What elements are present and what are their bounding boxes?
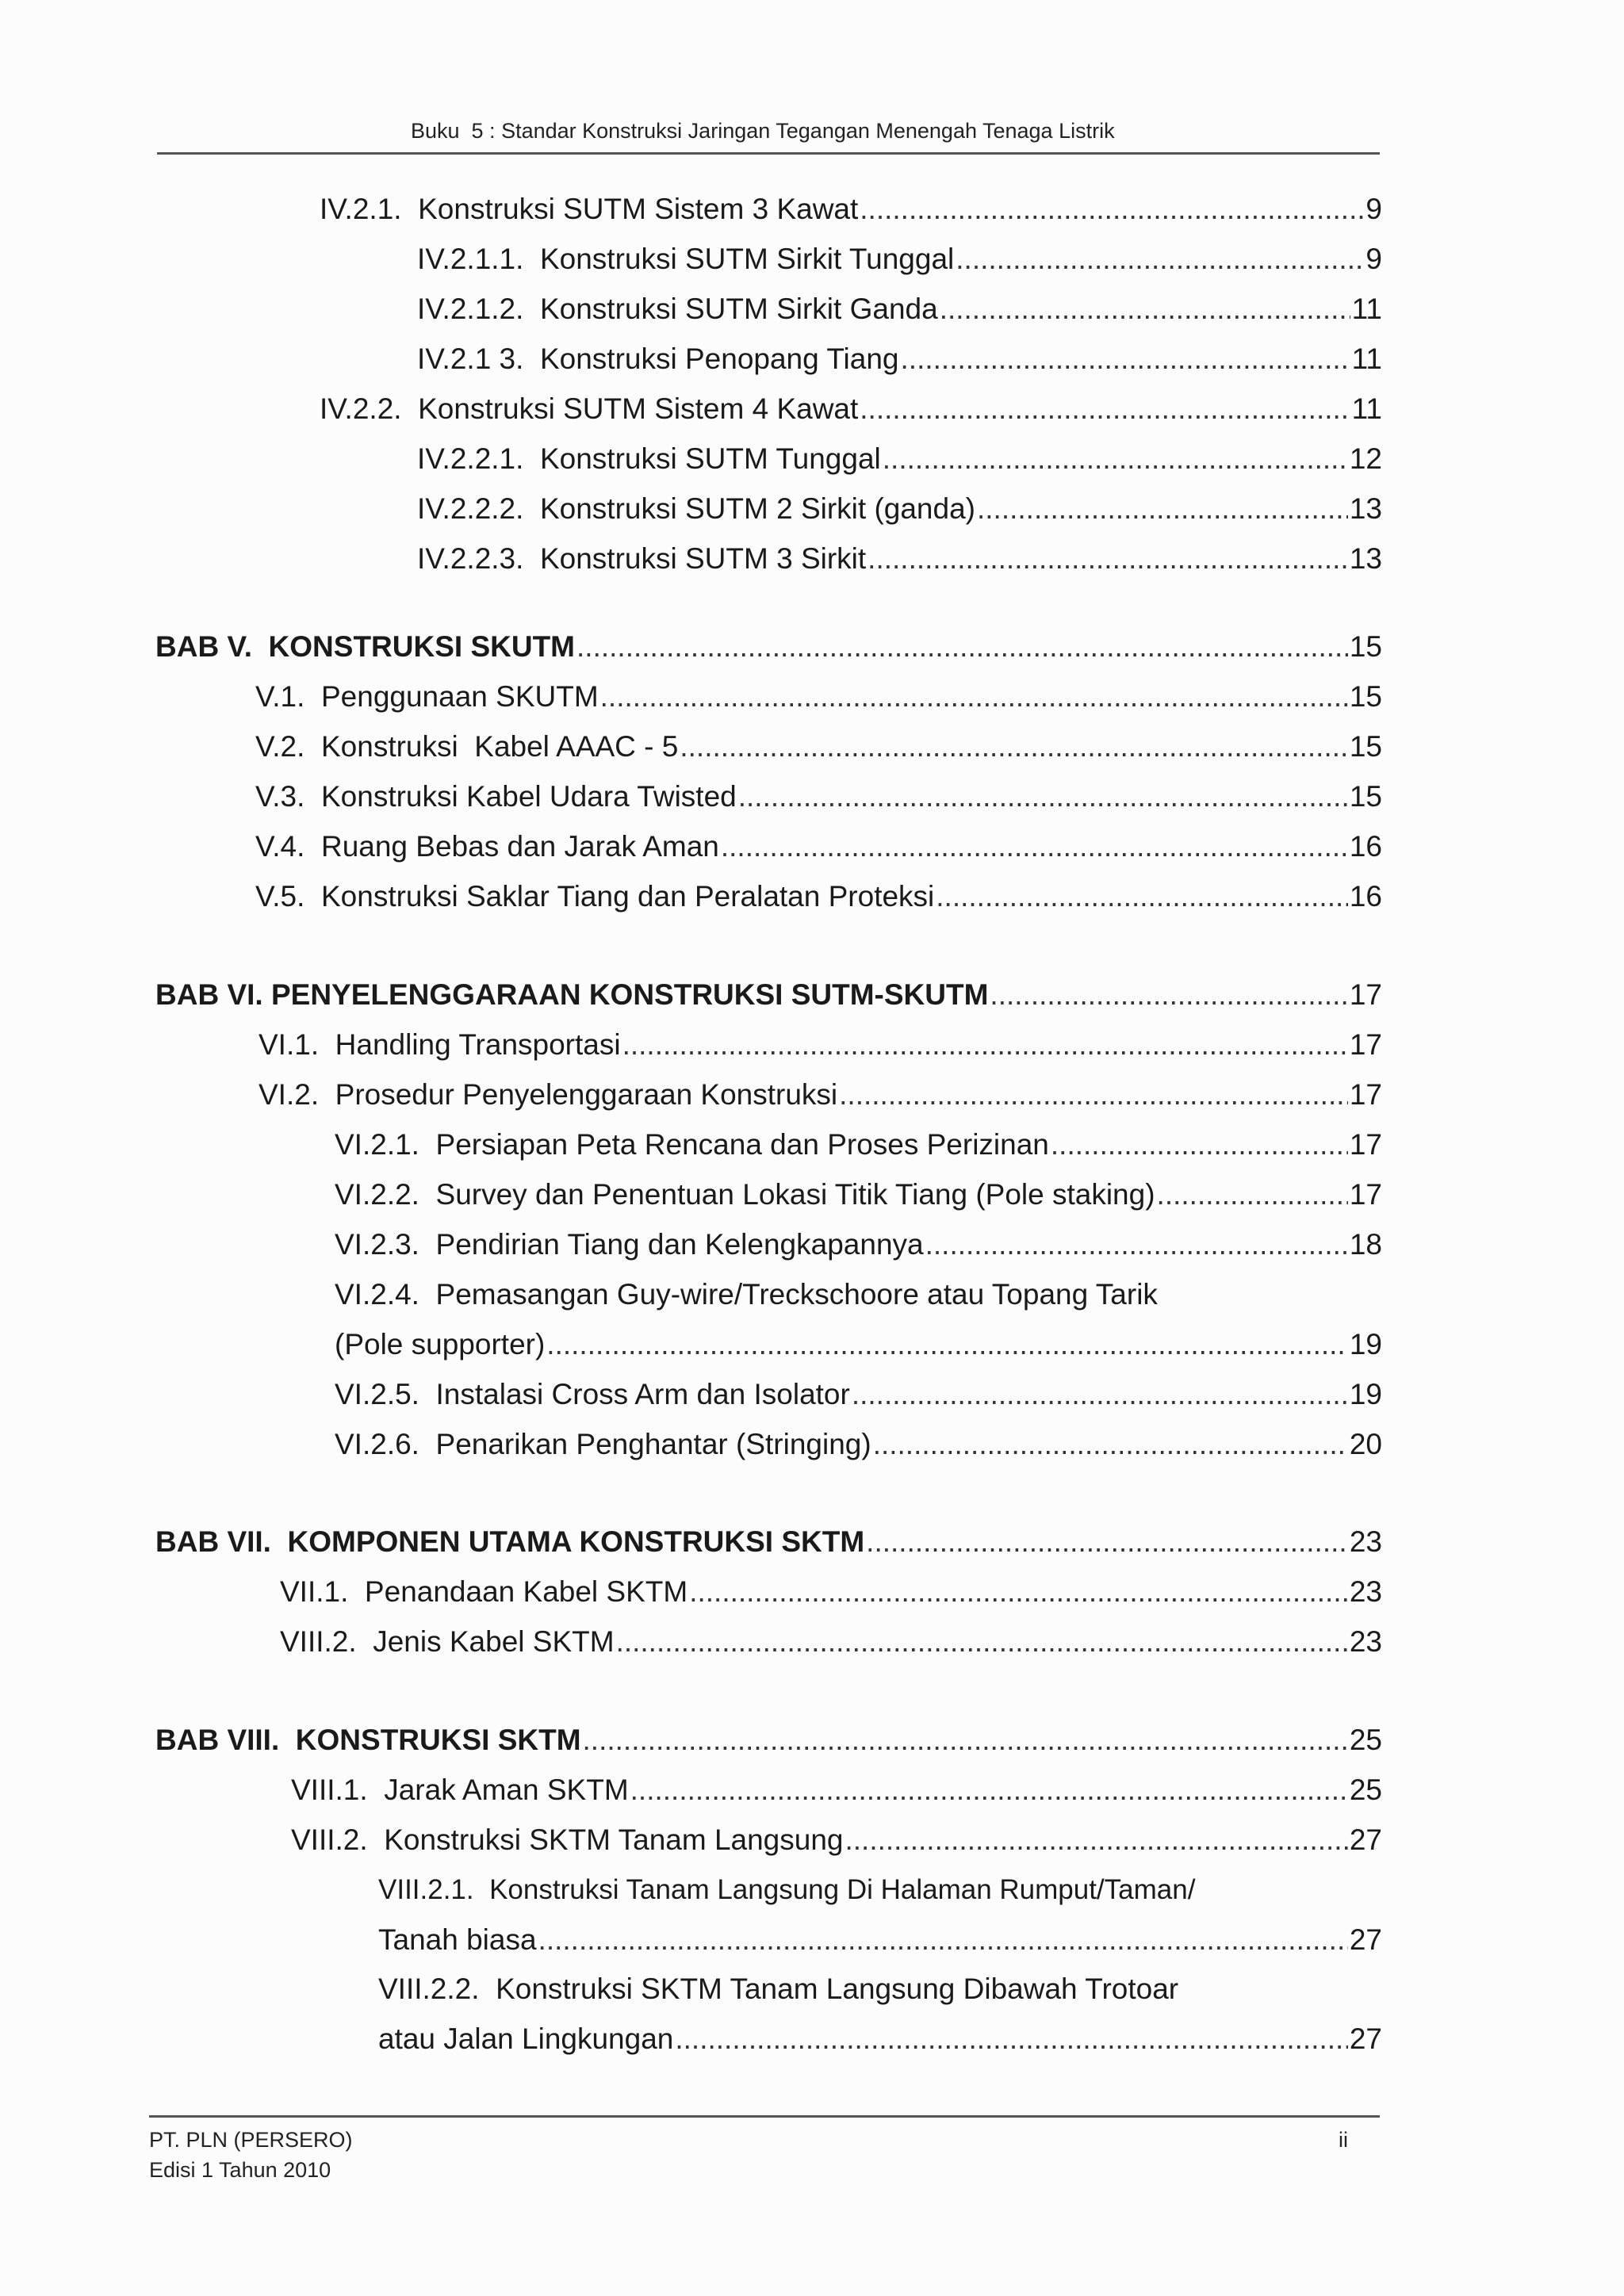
toc-entry-page: 27 <box>1349 1923 1382 1956</box>
toc-entry-page: 16 <box>1349 880 1382 913</box>
toc-entry[interactable] <box>335 1221 1382 1269</box>
toc-entry-label: VI.2. Prosedur Penyelenggaraan Konstruksi <box>259 1078 838 1111</box>
toc-entry-label: VIII.1. Jarak Aman SKTM <box>291 1774 629 1806</box>
toc-entry-page: 15 <box>1349 680 1382 713</box>
toc-chapter-label: BAB VIII. KONSTRUKSI SKTM <box>155 1724 581 1756</box>
toc-entry-page: 25 <box>1349 1724 1382 1756</box>
toc-leader <box>675 2015 1347 2063</box>
toc-entry[interactable] <box>417 335 1382 383</box>
toc-chapter[interactable] <box>155 1518 1382 1566</box>
toc-entry-label: V.3. Konstruksi Kabel Udara Twisted <box>255 780 737 813</box>
toc-entry-label: IV.2.1. Konstruksi SUTM Sistem 3 Kawat <box>320 193 859 225</box>
toc-leader <box>1157 1171 1348 1219</box>
toc-leader <box>538 1916 1348 1964</box>
header-rule <box>157 152 1380 155</box>
toc-entry[interactable] <box>417 235 1382 283</box>
toc-leader <box>616 1618 1348 1666</box>
toc-entry-page: 11 <box>1351 293 1382 325</box>
toc-leader <box>680 723 1347 771</box>
toc-entry[interactable] <box>280 1568 1382 1616</box>
toc-leader <box>839 1071 1348 1119</box>
toc-entry-page: 15 <box>1349 730 1382 763</box>
toc-entry-label: VII.1. Penandaan Kabel SKTM <box>280 1575 688 1608</box>
toc-entry[interactable] <box>291 1766 1382 1814</box>
toc-entry-label: V.4. Ruang Bebas dan Jarak Aman <box>255 830 719 863</box>
toc-entry[interactable] <box>255 873 1382 920</box>
toc-entry-page: 17 <box>1349 1078 1382 1111</box>
toc-entry-label: atau Jalan Lingkungan <box>378 2022 674 2055</box>
toc-entry-label: V.2. Konstruksi Kabel AAAC - 5 <box>255 730 679 763</box>
toc-chapter-label: BAB VII. KOMPONEN UTAMA KONSTRUKSI SKTM <box>155 1525 865 1558</box>
toc-entry-label-first-line[interactable]: VIII.2.1. Konstruksi Tanam Langsung Di Halaman Rumput/Taman/ <box>378 1874 1196 1905</box>
toc-entry-page: 23 <box>1349 1525 1382 1558</box>
toc-entry-page: 15 <box>1349 780 1382 813</box>
toc-leader <box>1051 1121 1348 1169</box>
toc-leader <box>977 485 1348 533</box>
toc-entry-label: IV.2.1.2. Konstruksi SUTM Sirkit Ganda <box>417 293 938 325</box>
toc-entry[interactable] <box>335 1321 1382 1368</box>
toc-leader <box>940 285 1350 333</box>
toc-entry-page: 27 <box>1349 2022 1382 2055</box>
toc-entry[interactable] <box>335 1121 1382 1169</box>
toc-entry-label: VI.2.6. Penarikan Penghantar (Stringing) <box>335 1428 871 1460</box>
toc-entry-label: VI.1. Handling Transportasi <box>259 1028 621 1061</box>
toc-entry[interactable] <box>259 1021 1382 1069</box>
toc-entry-page: 9 <box>1365 243 1382 275</box>
toc-entry-page: 15 <box>1349 630 1382 663</box>
toc-entry-label: IV.2.2.3. Konstruksi SUTM 3 Sirkit <box>417 542 867 575</box>
toc-leader <box>622 1021 1348 1069</box>
toc-leader <box>990 971 1347 1019</box>
header-title: Buku 5 : Standar Konstruksi Jaringan Tegangan Menengah Tenaga Listrik <box>411 119 1115 143</box>
toc-entry[interactable] <box>417 535 1382 583</box>
toc-entry-label: VI.2.5. Instalasi Cross Arm dan Isolator <box>335 1378 850 1410</box>
toc-leader <box>583 1716 1348 1764</box>
toc-entry-page: 23 <box>1349 1625 1382 1658</box>
toc-entry-label-first-line[interactable]: VIII.2.2. Konstruksi SKTM Tanam Langsung Dibawah Trotoar <box>378 1973 1179 2005</box>
toc-chapter-label: BAB VI. PENYELENGGARAAN KONSTRUKSI SUTM-SKUTM <box>155 978 989 1011</box>
toc-leader <box>956 235 1363 283</box>
toc-entry-page: 13 <box>1349 492 1382 525</box>
toc-entry-label: IV.2.2.1. Konstruksi SUTM Tunggal <box>417 442 881 475</box>
toc-entry[interactable] <box>320 385 1382 433</box>
toc-entry-label: VI.2.2. Survey dan Penentuan Lokasi Titik Tiang (Pole staking) <box>335 1178 1155 1211</box>
toc-chapter[interactable] <box>155 971 1382 1019</box>
toc-entry-label: IV.2.2.2. Konstruksi SUTM 2 Sirkit (ganda) <box>417 492 975 525</box>
toc-entry-page: 19 <box>1349 1328 1382 1360</box>
toc-leader <box>845 1816 1348 1864</box>
toc-entry-page: 11 <box>1351 342 1382 375</box>
toc-entry-label: V.5. Konstruksi Saklar Tiang dan Peralatan Proteksi <box>255 880 935 913</box>
toc-entry[interactable] <box>255 723 1382 771</box>
toc-entry-page: 18 <box>1349 1228 1382 1261</box>
toc-entry-page: 19 <box>1349 1378 1382 1410</box>
toc-chapter[interactable] <box>155 1716 1382 1764</box>
toc-entry-page: 27 <box>1349 1823 1382 1856</box>
toc-entry[interactable] <box>417 435 1382 483</box>
toc-entry-page: 11 <box>1351 392 1382 425</box>
toc-entry[interactable] <box>335 1171 1382 1219</box>
footer-rule <box>149 2115 1380 2118</box>
footer-page-number: ii <box>1339 2128 1348 2152</box>
toc-entry-page: 17 <box>1349 1178 1382 1211</box>
toc-entry-label: IV.2.1 3. Konstruksi Penopang Tiang <box>417 342 899 375</box>
toc-leader <box>868 535 1348 583</box>
toc-entry[interactable] <box>320 186 1382 233</box>
toc-leader <box>936 873 1348 920</box>
toc-entry-label: VIII.2. Konstruksi SKTM Tanam Langsung <box>291 1823 844 1856</box>
toc-leader <box>600 673 1348 721</box>
toc-leader <box>866 1518 1348 1566</box>
toc-leader <box>852 1371 1348 1418</box>
toc-entry-label: IV.2.1.1. Konstruksi SUTM Sirkit Tunggal <box>417 243 955 275</box>
toc-leader <box>873 1421 1348 1468</box>
toc-entry-label: IV.2.2. Konstruksi SUTM Sistem 4 Kawat <box>320 392 859 425</box>
toc-leader <box>860 385 1350 433</box>
toc-entry[interactable] <box>280 1618 1382 1666</box>
toc-entry[interactable] <box>255 823 1382 871</box>
toc-chapter[interactable] <box>155 623 1382 671</box>
toc-entry[interactable] <box>335 1421 1382 1468</box>
toc-entry-page: 17 <box>1349 1028 1382 1061</box>
toc-entry-page: 17 <box>1349 978 1382 1011</box>
footer-company: PT. PLN (PERSERO) <box>149 2128 353 2152</box>
toc-entry-label: V.1. Penggunaan SKUTM <box>255 680 599 713</box>
toc-leader <box>721 823 1348 871</box>
toc-entry-page: 17 <box>1349 1128 1382 1161</box>
toc-entry[interactable] <box>378 2015 1382 2063</box>
toc-entry[interactable] <box>335 1371 1382 1418</box>
toc-entry-page: 13 <box>1349 542 1382 575</box>
toc-entry-label: (Pole supporter) <box>335 1328 546 1360</box>
toc-entry[interactable] <box>259 1071 1382 1119</box>
toc-leader <box>738 773 1348 821</box>
toc-entry-page: 23 <box>1349 1575 1382 1608</box>
toc-entry-label: VI.2.3. Pendirian Tiang dan Kelengkapannya <box>335 1228 924 1261</box>
toc-entry[interactable] <box>255 773 1382 821</box>
toc-leader <box>630 1766 1348 1814</box>
toc-entry-label: Tanah biasa <box>378 1923 537 1956</box>
toc-leader <box>689 1568 1348 1616</box>
toc-entry-page: 12 <box>1349 442 1382 475</box>
toc-entry[interactable] <box>417 485 1382 533</box>
footer-edition: Edisi 1 Tahun 2010 <box>149 2158 331 2182</box>
toc-leader <box>925 1221 1348 1269</box>
toc-entry-label: VI.2.1. Persiapan Peta Rencana dan Proses Perizinan <box>335 1128 1049 1161</box>
toc-entry-page: 9 <box>1365 193 1382 225</box>
toc-entry[interactable] <box>378 1916 1382 1964</box>
toc-leader <box>576 623 1348 671</box>
toc-leader <box>546 1321 1348 1368</box>
toc-entry[interactable] <box>255 673 1382 721</box>
toc-entry-label: VIII.2. Jenis Kabel SKTM <box>280 1625 615 1658</box>
toc-leader <box>883 435 1348 483</box>
toc-entry[interactable] <box>291 1816 1382 1864</box>
toc-entry-page: 20 <box>1349 1428 1382 1460</box>
toc-entry-label-first-line[interactable]: VI.2.4. Pemasangan Guy-wire/Treckschoore atau Topang Tarik <box>335 1278 1158 1311</box>
toc-entry-page: 16 <box>1349 830 1382 863</box>
toc-entry[interactable] <box>417 285 1382 333</box>
toc-chapter-label: BAB V. KONSTRUKSI SKUTM <box>155 630 576 663</box>
toc-leader <box>901 335 1350 383</box>
toc-entry-page: 25 <box>1349 1774 1382 1806</box>
toc-leader <box>860 186 1363 233</box>
